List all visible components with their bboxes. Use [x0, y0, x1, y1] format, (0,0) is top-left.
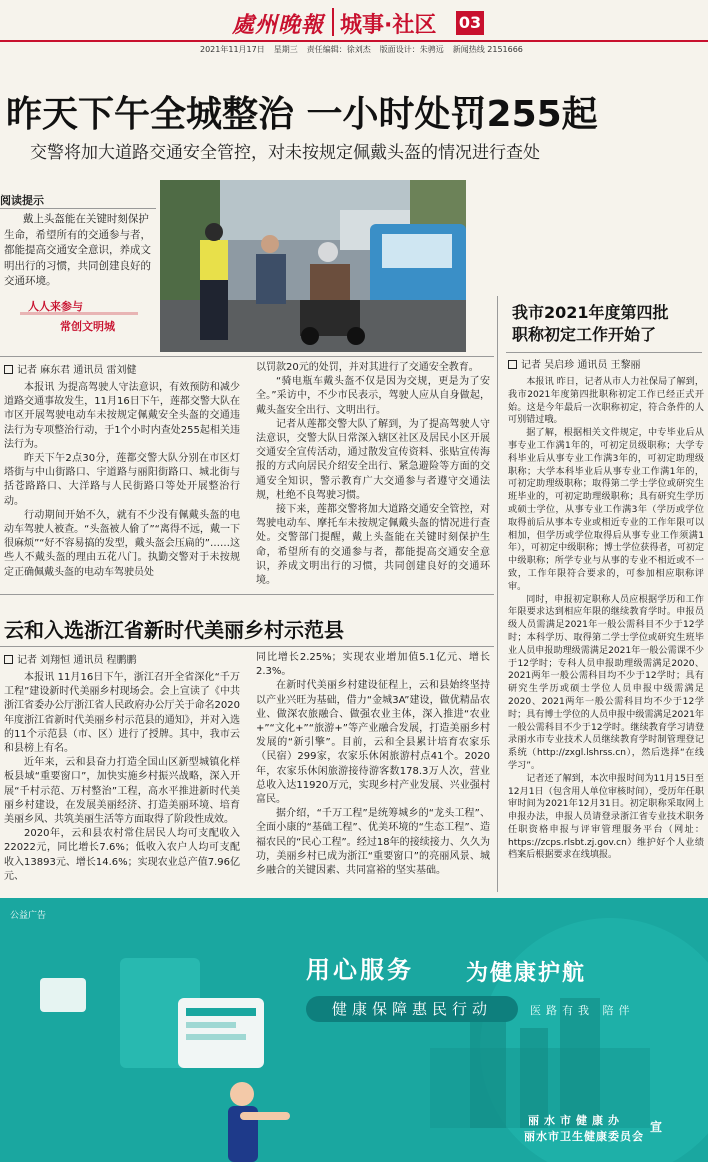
masthead: [0, 0, 708, 58]
ad-ribbon-text: 健康保障惠民行动: [331, 1000, 492, 1018]
ad-title-2: 为健康护航: [466, 961, 587, 986]
story3-byline: [508, 356, 641, 371]
rule-above-story2: [0, 594, 494, 595]
ad-label: 公益广告: [10, 911, 47, 921]
hotline: 新闻热线 2151666: [452, 45, 523, 54]
byline-box-icon: [4, 655, 13, 664]
ad-title-1: 用心服务: [306, 956, 414, 984]
story3-para: 本报讯 昨日，记者从市人力社保局了解到，我市2021年度第四批职称初定工作已经正式开始。这是今年最后一次职称初定，符合条件的人可别错过哦。: [508, 377, 704, 426]
story2-col1-para: 2020年，云和县农村常住居民人均可支配收入22022元，同比增长7.6%；低收入农户人均可支配收入13893元、增长14.6%；实现农业总产值7.96亿元、: [4, 828, 240, 882]
reading-tip-text: 戴上头盔能在关键时刻保护生命，希望所有的交通参与者，都能提高交通安全意识，养成文明出行的习惯，共同创建良好的交通环境。: [4, 213, 151, 287]
story3-byline-text: 记者 吴启珍 通讯员 王黎丽: [521, 360, 641, 371]
lead-column-2: [256, 361, 490, 588]
column-rule-right: [497, 296, 498, 892]
story3-para: 记者还了解到，本次申报时间为11月15日至12月1日（包含用人单位审核时间），受历年任职审时间为2021年12月31日。初定职称采取网上申报办法，申报人员请登录浙江省专业技术职务任职资格申报与评审管理服务平台（网址：https://zcps.rlsbt.zj.gov.cn）维护好个人业绩档案后根据要求在线填报。: [508, 773, 704, 861]
lead-subheadline: 交警将加大道路交通安全管控，对未按规定佩戴头盔的情况进行查处: [30, 143, 540, 163]
masthead-divider: [332, 8, 334, 36]
rule-below-story2-headline: [0, 646, 494, 647]
issue-weekday: 星期三: [273, 45, 298, 54]
dateline: [200, 44, 532, 55]
ad-organization-1: 丽水市健康办: [528, 1114, 624, 1127]
lead-col1-para: 行动期间开始不久，就有不少没有佩戴头盔的电动车驾驶人被查。“头盔被人偷了”“离得不远，戴一下很麻烦”“好不容易搞的发型，戴头盔会压扁的”……这些人不戴头盔的理由五花八门。执勤交警对于未按规定正确佩戴头盔的电动车驾驶员处: [4, 509, 240, 578]
section-name: 城事·社区: [340, 13, 437, 38]
story3-column: [508, 376, 704, 862]
lead-headline: 昨天下午全城整治 一小时处罚255起: [6, 94, 598, 135]
story2-byline-text: 记者 刘翔恒 通讯员 程鹏鹏: [17, 655, 137, 666]
designer: 版面设计：朱骋远: [379, 45, 444, 54]
ad-publicize-mark: 宣: [650, 1120, 663, 1134]
story2-col2-para: 在新时代美丽乡村建设征程上，云和县始终坚持以产业兴旺为基础，借力“金城3A”建设，做优精品农业、做深农旅融合、做强农业主体，深入推进“农业+”“文化+”“旅游+”等产业融合发展，打造美丽乡村发展的“新引擎”。目前，云和全县累计培育农家乐（民宿）299家，农家乐休闲旅游村点41个。2020年，农家乐休闲旅游接待游客数178.3万人次，营业总收入达11920万元，实现乡村产业发展、兴业强村富民。: [256, 680, 490, 806]
byline-box-icon: [508, 360, 517, 369]
lead-col2-para: “骑电瓶车戴头盔不仅是因为交规，更是为了安全。”采访中，不少市民表示，驾驶人应从自身做起，戴头盔安全出行、文明出行。: [256, 376, 490, 416]
reading-tip-heading: 阅读提示: [0, 194, 44, 207]
lead-col1-para: 本报讯 为提高驾驶人守法意识，有效预防和减少道路交通事故发生，11月16日下午，莲都交警大队在市区开展驾驶电动车未按规定佩戴安全头盔的交通违法行为专项整治行动，于1个小时内查处255起相关违法行为。: [4, 382, 240, 450]
story3-para: 同时，申报初定职称人员应根据学历和工作年限要求达到相应年限的继续教育学时。申报员级人员需满足2021年一般公需科目不少于12学时；本科学历、取得第二学士学位或研究生班毕业人员申报助理级需满足2021年一般公需课不少于12学时；专科人员申报助理级需满足2020、2021两年一般公需科目均不少于12学时；具有研究生学历或硕士学位人员申报中级需满足2020、2021两年一般公需科目均不少于12学时；具有博士学位的人员申报中级需满足2021年一般公需科目不少于12学时。继续教育学习请登录丽水市专业技术人员继续教育学时制管理登记系统（http://zxgl.lshrss.cn），然后选择“在线学习”。: [508, 594, 704, 771]
reading-tip-rule: [0, 208, 156, 209]
traffic-police-photo: [160, 180, 466, 352]
lead-column-1: [4, 381, 240, 580]
ad-tagline: 医路有我 陪伴: [530, 1004, 635, 1017]
lead-col1-para: 昨天下午2点30分，莲都交警大队分别在市区灯塔街与中山街路口、宇道路与丽阳街路口、城北街与括苍路路口、大洋路与人民街路口等处开展整治行动。: [4, 453, 240, 507]
masthead-rule: [0, 40, 708, 42]
ad-organization-2: 丽水市卫生健康委员会: [524, 1130, 644, 1143]
story2-byline: [4, 651, 137, 666]
story2-col1-para: 本报讯 11月16日下午，浙江召开全省深化“千万工程”建设新时代美丽乡村现场会。会上宣读了《中共浙江省委办公厅浙江省人民政府办公厅关于命名2020年度浙江省新时代美丽乡村示范县的通知》，并对入选的11个示范县（市、区）进行了授牌。其中，我市云和县榜上有名。: [4, 672, 240, 755]
byline-box-icon: [4, 365, 13, 374]
newspaper-logo: 處州晚報: [232, 12, 325, 38]
story2-column-2: [256, 651, 490, 878]
ad-ribbon: [306, 996, 518, 1022]
lead-col2-para: 记者从莲都交警大队了解到，为了提高驾驶人守法意识，交警大队日常深入辖区社区及居民小区开展交通安全宣传活动，通过散发宣传资料、张贴宣传海报的方式向居民介绍安全出行、紧急避险等方面的交通安全知识，警示教育广大交通参与者遵守交通法规，杜绝不良驾驶习惯。: [256, 418, 490, 501]
news-photo: [160, 180, 466, 352]
page-number: 03: [456, 11, 484, 35]
public-service-ad: [0, 898, 708, 1162]
lead-byline-text: 记者 麻东君 通讯员 雷刘健: [17, 365, 137, 376]
issue-date: 2021年11月17日: [200, 45, 265, 54]
story2-col2-para: 同比增长2.25%；实现农业增加值5.1亿元、增长2.3%。: [256, 652, 490, 678]
lead-byline: [4, 361, 137, 376]
story3-headline-line-1: 我市2021年度第四批: [512, 303, 669, 322]
rule-above-story3-byline: [506, 352, 702, 353]
story2-column-1: [4, 671, 240, 884]
slogan-line-1: 人人来参与: [28, 300, 83, 313]
story2-headline: 云和入选浙江省新时代美丽乡村示范县: [4, 618, 344, 642]
story3-headline-line-2: 职称初定工作开始了: [512, 325, 657, 344]
lead-col2-para: 以罚款20元的处罚，并对其进行了交通安全教育。: [256, 362, 479, 373]
story2-col1-para: 近年来，云和县奋力打造全国山区新型城镇化样板县域“重要窗口”，加快实施乡村振兴战略，深入开展“千村示范、万村整治”工程，高水平推进新时代美丽乡村建设，在发展美丽经济、打造美丽环境、培育美丽乡风、共筑美丽生活等方面取得了阶段性成效。: [4, 757, 240, 826]
civility-slogan: [20, 298, 140, 342]
rule-above-byline: [0, 356, 494, 357]
story3-para: 据了解，根据相关文件规定，中专毕业后从事专业工作满1年的，可初定员级职称；大学专科毕业后从事专业工作满3年的，可初定助理级职称；大学本科毕业后从事专业工作满1年的，可初定助理级职称；取得第二学士学位或研究生班毕业的，可初定助理级职称；具有研究生学历或硕士学位，从事专业工作满3年（学历或学位取得前后从事本专业或相近专业的工作年限可以相加，但学历或学位取得后从事专业工作须满1年），可初定中级职称；博士学位获得者，可初定中级职称；所学专业与从事的专业不相近或不一致，工作年限符合要求的，可参加相应职称评审。: [508, 428, 704, 592]
story2-col2-para: 据介绍，“千万工程”是统筹城乡的“龙头工程”、全面小康的“基础工程”、优美环境的“生态工程”、造福农民的“民心工程”。经过18年的接续接力、久久为功，美丽乡村已成为浙江“重要窗口”的亮丽风景、城乡融合的关键因素、共同富裕的坚实基础。: [256, 808, 490, 877]
slogan-line-2: 常创文明城: [60, 320, 115, 333]
editor: 责任编辑：徐刘杰: [306, 45, 371, 54]
lead-col2-para: 接下来，莲都交警将加大道路交通安全管控，对驾驶电动车、摩托车未按规定佩戴头盔的情况进行查处。交警部门提醒，戴上头盔能在关键时刻保护生命，希望所有的交通参与者，都能提高交通安全意识，养成文明出行的习惯，共同创建良好的交通环境。: [256, 504, 490, 587]
